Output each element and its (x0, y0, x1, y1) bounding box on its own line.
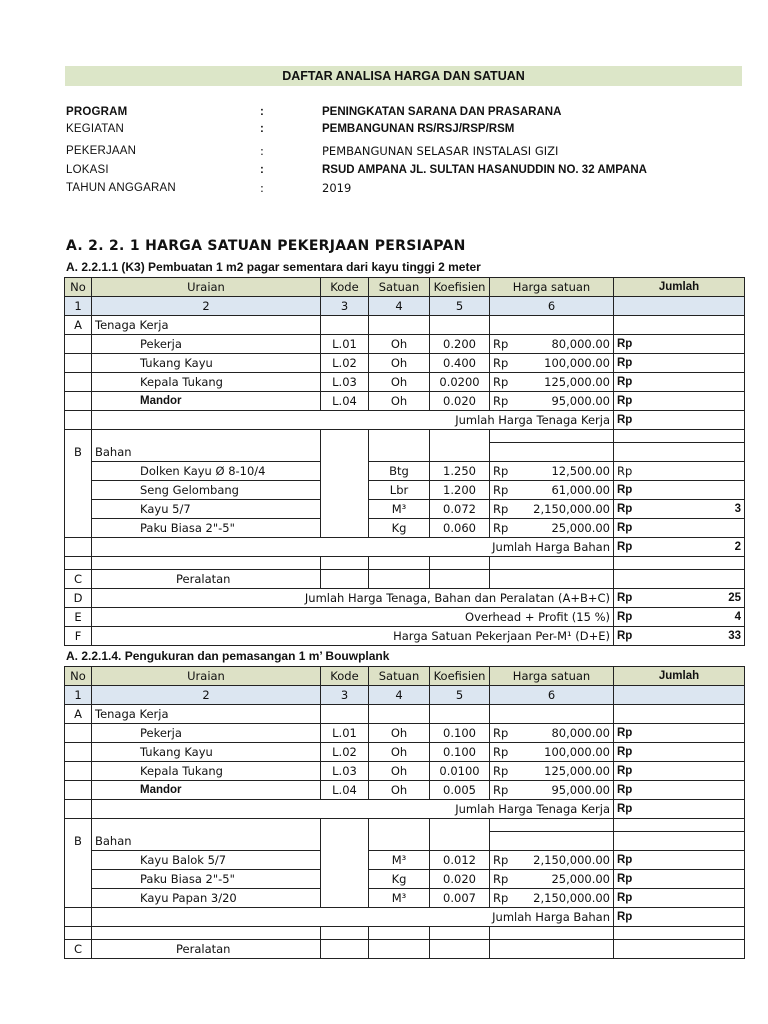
header-jumlah: Jumlah (614, 278, 745, 297)
summary-cell (614, 608, 745, 627)
item-harga (490, 724, 614, 743)
item-koef: 0.012 (430, 851, 490, 870)
currency-label: Rp (493, 337, 509, 351)
jumlah-cell: Rp (614, 335, 745, 354)
item-satuan: M³ (369, 500, 430, 519)
item-koef: 0.020 (430, 392, 490, 411)
header-satuan: Satuan (369, 278, 430, 297)
currency-label: Rp (493, 745, 509, 759)
harga-value: 100,000.00 (544, 745, 610, 759)
group-row-tenaga-kerja (65, 705, 745, 724)
info-row-lokasi (66, 162, 742, 178)
table-row (65, 392, 745, 411)
harga-value: 25,000.00 (551, 872, 610, 886)
col-number: 1 (65, 297, 92, 316)
item-satuan: Oh (369, 392, 430, 411)
item-kode: L.02 (321, 743, 369, 762)
item-satuan: Oh (369, 743, 430, 762)
item-name: Tukang Kayu (92, 354, 321, 373)
item-kode: L.01 (321, 724, 369, 743)
info-row-pekerjaan (66, 143, 742, 159)
info-value: 2019 (322, 181, 352, 195)
section-title: A. 2. 2. 1 HARGA SATUAN PEKERJAAN PERSIAPAN (66, 238, 466, 254)
harga-value: 2,150,000.00 (533, 502, 610, 516)
material-total-label: Jumlah Harga Bahan (92, 538, 614, 557)
item-satuan: Kg (369, 519, 430, 538)
info-value: PEMBANGUNAN RS/RSJ/RSP/RSM (322, 123, 515, 135)
header-harga-satuan: Harga satuan (490, 667, 614, 686)
header-kode: Kode (321, 278, 369, 297)
item-satuan: Lbr (369, 481, 430, 500)
item-koef: 0.400 (430, 354, 490, 373)
table-row (65, 724, 745, 743)
harga-value: 25,000.00 (551, 521, 610, 535)
material-total-label: Jumlah Harga Bahan (92, 908, 614, 927)
item-satuan: Oh (369, 724, 430, 743)
item-satuan: Oh (369, 781, 430, 800)
item-harga (490, 373, 614, 392)
group-row-tenaga-kerja (65, 316, 745, 335)
summary-no: E (65, 608, 92, 627)
header-uraian: Uraian (92, 667, 321, 686)
info-label: TAHUN ANGGARAN (66, 182, 176, 194)
item-koef: 1.200 (430, 481, 490, 500)
group-row-bahan (65, 443, 745, 462)
item-satuan: Oh (369, 762, 430, 781)
item-koef: 0.005 (430, 781, 490, 800)
group-label: Peralatan (92, 570, 321, 589)
jumlah-cell: Rp (614, 870, 745, 889)
currency-label: Rp (493, 764, 509, 778)
jumlah-cell: Rp (614, 724, 745, 743)
info-colon: : (260, 123, 264, 135)
table-row (65, 851, 745, 870)
spacer-row (65, 557, 745, 570)
material-total-row (65, 538, 745, 557)
item-name: Seng Gelombang (92, 481, 321, 500)
info-colon: : (260, 181, 264, 195)
harga-value: 125,000.00 (544, 375, 610, 389)
header-harga-satuan: Harga satuan (490, 278, 614, 297)
info-value: RSUD AMPANA JL. SULTAN HASANUDDIN NO. 32 AMPANA (322, 164, 647, 176)
header-jumlah: Jumlah (614, 667, 745, 686)
info-value: PEMBANGUNAN SELASAR INSTALASI GIZI (322, 144, 559, 158)
header-satuan: Satuan (369, 667, 430, 686)
spacer-row (65, 430, 745, 443)
item-harga (490, 889, 614, 908)
table-row (65, 335, 745, 354)
labor-total-row (65, 411, 745, 430)
item-name: Mandor (92, 781, 321, 800)
col-number: 6 (490, 686, 614, 705)
summary-no: F (65, 627, 92, 646)
item-harga (490, 500, 614, 519)
item-harga (490, 481, 614, 500)
table-row (65, 373, 745, 392)
currency-label: Rp (493, 483, 509, 497)
table-header-row (65, 278, 745, 297)
info-row-tahun-anggaran (66, 180, 742, 196)
harga-value: 95,000.00 (551, 394, 610, 408)
item-koef: 0.007 (430, 889, 490, 908)
table2 (64, 666, 700, 959)
item-harga (490, 781, 614, 800)
harga-value: 61,000.00 (551, 483, 610, 497)
col-number: 3 (321, 686, 369, 705)
info-label: LOKASI (66, 164, 109, 176)
currency-label: Rp (617, 464, 633, 478)
item-koef: 0.020 (430, 870, 490, 889)
header-koefisien: Koefisien (430, 278, 490, 297)
col-number: 3 (321, 297, 369, 316)
summary-label: Overhead + Profit (15 %) (92, 608, 614, 627)
item-kode: L.04 (321, 392, 369, 411)
item-harga (490, 354, 614, 373)
table-row (65, 354, 745, 373)
info-row-kegiatan (66, 121, 742, 137)
item-koef: 0.100 (430, 743, 490, 762)
currency-label: Rp (493, 891, 509, 905)
jumlah-cell: Rp (614, 851, 745, 870)
column-number-row (65, 297, 745, 316)
labor-total-rp: Rp (614, 411, 745, 430)
info-colon: : (260, 106, 264, 118)
harga-value: 2,150,000.00 (533, 891, 610, 905)
currency-label: Rp (493, 356, 509, 370)
info-value: PENINGKATAN SARANA DAN PRASARANA (322, 106, 562, 118)
currency-label: Rp (493, 783, 509, 797)
labor-total-label: Jumlah Harga Tenaga Kerja (92, 411, 614, 430)
group-no: C (65, 570, 92, 589)
summary-row-f (65, 627, 745, 646)
jumlah-cell (614, 481, 745, 500)
col-number (614, 686, 745, 705)
col-number: 6 (490, 297, 614, 316)
table-row (65, 462, 745, 481)
col-number: 5 (430, 297, 490, 316)
currency-label: Rp (617, 503, 633, 515)
labor-total-rp: Rp (614, 800, 745, 819)
item-name: Kepala Tukang (92, 373, 321, 392)
jumlah-cell: Rp (614, 743, 745, 762)
harga-value: 100,000.00 (544, 356, 610, 370)
jumlah-cell: Rp (614, 889, 745, 908)
item-satuan: M³ (369, 889, 430, 908)
group-label: Tenaga Kerja (92, 316, 321, 335)
item-kode: L.01 (321, 335, 369, 354)
item-harga (490, 335, 614, 354)
material-total-row (65, 908, 745, 927)
info-row-program (66, 104, 742, 120)
item-harga (490, 392, 614, 411)
harga-value: 80,000.00 (551, 337, 610, 351)
harga-value: 125,000.00 (544, 764, 610, 778)
col-number: 4 (369, 686, 430, 705)
jumlah-cell: Rp (614, 762, 745, 781)
info-label: KEGIATAN (66, 123, 125, 135)
currency-label: Rp (493, 375, 509, 389)
jumlah-cell: Rp (614, 781, 745, 800)
col-number: 5 (430, 686, 490, 705)
item-kode: L.04 (321, 781, 369, 800)
summary-cell (614, 627, 745, 646)
group-label: Tenaga Kerja (92, 705, 321, 724)
item-name: Kayu Balok 5/7 (92, 851, 321, 870)
summary-cell (614, 589, 745, 608)
summary-row-e (65, 608, 745, 627)
jumlah-cell: Rp (614, 373, 745, 392)
item-harga (490, 870, 614, 889)
info-label: PEKERJAAN (66, 145, 137, 157)
currency-label: Rp (617, 630, 633, 642)
column-number-row (65, 686, 745, 705)
jumlah-cell (614, 519, 745, 538)
item-satuan: Btg (369, 462, 430, 481)
item-name: Pekerja (92, 724, 321, 743)
table-row (65, 762, 745, 781)
group-row-peralatan (65, 940, 745, 959)
item-name: Kayu 5/7 (92, 500, 321, 519)
material-total-rp: Rp (614, 908, 745, 927)
group-label: Peralatan (92, 940, 321, 959)
item-harga (490, 762, 614, 781)
group-no: C (65, 940, 92, 959)
header-koefisien: Koefisien (430, 667, 490, 686)
item-name: Paku Biasa 2"-5" (92, 870, 321, 889)
harga-value: 95,000.00 (551, 783, 610, 797)
table1 (64, 277, 741, 646)
group-no: A (65, 705, 92, 724)
group-no: B (65, 832, 92, 851)
item-name: Kepala Tukang (92, 762, 321, 781)
group-no: B (65, 443, 92, 462)
summary-row-d (65, 589, 745, 608)
currency-label: Rp (617, 541, 633, 553)
item-satuan: M³ (369, 851, 430, 870)
table-row (65, 889, 745, 908)
currency-label: Rp (617, 522, 633, 534)
col-number: 4 (369, 297, 430, 316)
table-row (65, 743, 745, 762)
info-colon: : (260, 144, 264, 158)
table-row (65, 481, 745, 500)
group-label: Bahan (92, 443, 321, 462)
table-row (65, 781, 745, 800)
item-satuan: Oh (369, 373, 430, 392)
table1-subtitle: A. 2.2.1.1 (K3) Pembuatan 1 m2 pagar sementara dari kayu tinggi 2 meter (66, 260, 481, 274)
summary-no: D (65, 589, 92, 608)
item-name: Pekerja (92, 335, 321, 354)
item-koef: 0.072 (430, 500, 490, 519)
material-total-cell (614, 538, 745, 557)
item-name: Tukang Kayu (92, 743, 321, 762)
table-row (65, 870, 745, 889)
item-koef: 0.060 (430, 519, 490, 538)
currency-label: Rp (493, 502, 509, 516)
item-name: Dolken Kayu Ø 8-10/4 (92, 462, 321, 481)
currency-label: Rp (493, 394, 509, 408)
jumlah-cell: Rp (614, 354, 745, 373)
labor-total-label: Jumlah Harga Tenaga Kerja (92, 800, 614, 819)
info-colon: : (260, 164, 264, 176)
spacer-row (65, 927, 745, 940)
currency-label: Rp (493, 464, 509, 478)
spacer-row (65, 819, 745, 832)
table-header-row (65, 667, 745, 686)
item-koef: 1.250 (430, 462, 490, 481)
item-name: Kayu Papan 3/20 (92, 889, 321, 908)
harga-value: 80,000.00 (551, 726, 610, 740)
table-row (65, 500, 745, 519)
group-row-peralatan (65, 570, 745, 589)
col-number (614, 297, 745, 316)
jumlah-value: 3 (734, 503, 741, 515)
item-harga (490, 851, 614, 870)
table-row (65, 519, 745, 538)
col-number: 1 (65, 686, 92, 705)
col-number: 2 (92, 297, 321, 316)
item-harga (490, 519, 614, 538)
item-harga (490, 743, 614, 762)
group-no: A (65, 316, 92, 335)
item-koef: 0.0100 (430, 762, 490, 781)
item-satuan: Oh (369, 354, 430, 373)
harga-value: 12,500.00 (551, 464, 610, 478)
document-title: DAFTAR ANALISA HARGA DAN SATUAN (65, 66, 742, 86)
currency-label: Rp (493, 872, 509, 886)
item-kode: L.02 (321, 354, 369, 373)
currency-label: Rp (493, 853, 509, 867)
currency-label: Rp (617, 611, 633, 623)
header-uraian: Uraian (92, 278, 321, 297)
currency-label: Rp (617, 484, 633, 496)
item-satuan: Oh (369, 335, 430, 354)
jumlah-value: 25 (728, 592, 741, 604)
item-koef: 0.100 (430, 724, 490, 743)
currency-label: Rp (617, 592, 633, 604)
jumlah-value: 4 (734, 611, 741, 623)
item-koef: 0.200 (430, 335, 490, 354)
header-no: No (65, 667, 92, 686)
col-number: 2 (92, 686, 321, 705)
header-kode: Kode (321, 667, 369, 686)
jumlah-cell: Rp (614, 392, 745, 411)
info-label: PROGRAM (66, 106, 128, 118)
item-koef: 0.0200 (430, 373, 490, 392)
item-kode: L.03 (321, 373, 369, 392)
summary-label: Jumlah Harga Tenaga, Bahan dan Peralatan (A+B+C) (92, 589, 614, 608)
harga-value: 2,150,000.00 (533, 853, 610, 867)
table2-subtitle: A. 2.2.1.4. Pengukuran dan pemasangan 1 m’ Bouwplank (66, 649, 390, 663)
item-kode: L.03 (321, 762, 369, 781)
currency-label: Rp (493, 726, 509, 740)
item-harga (490, 462, 614, 481)
jumlah-value: 33 (728, 630, 741, 642)
labor-total-row (65, 800, 745, 819)
group-row-bahan (65, 832, 745, 851)
item-satuan: Kg (369, 870, 430, 889)
item-name: Mandor (92, 392, 321, 411)
item-name: Paku Biasa 2"-5" (92, 519, 321, 538)
header-no: No (65, 278, 92, 297)
jumlah-cell (614, 462, 745, 481)
jumlah-cell (614, 500, 745, 519)
jumlah-value: 2 (734, 541, 741, 553)
group-label: Bahan (92, 832, 321, 851)
summary-label: Harga Satuan Pekerjaan Per-M¹ (D+E) (92, 627, 614, 646)
currency-label: Rp (493, 521, 509, 535)
